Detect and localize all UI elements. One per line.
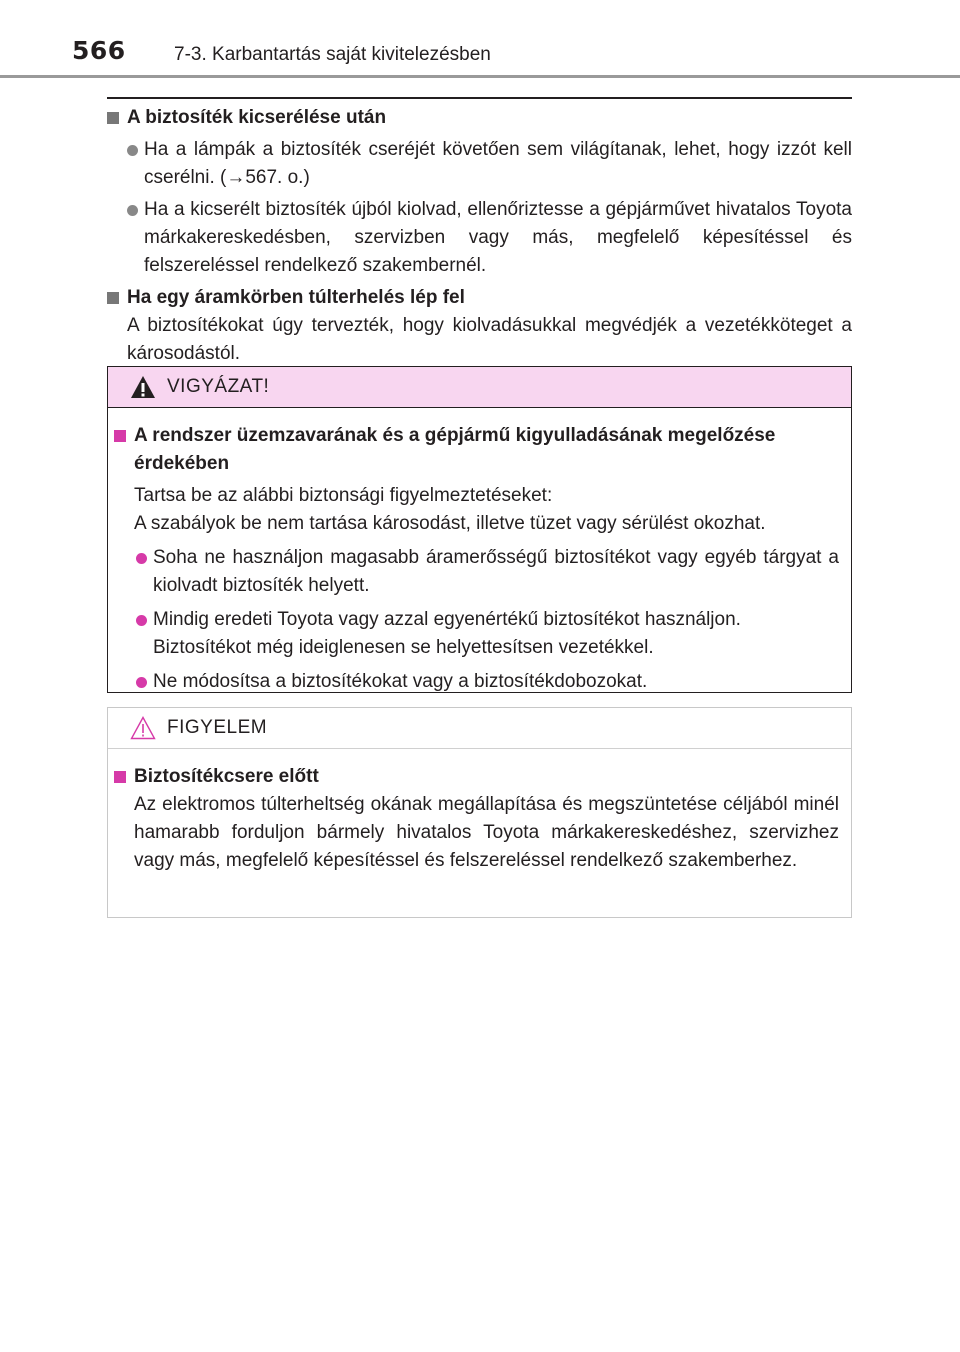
section-divider	[107, 97, 852, 99]
warning-heading	[114, 422, 839, 478]
square-bullet-icon	[107, 112, 119, 124]
page-header	[0, 0, 960, 80]
section-heading	[107, 284, 852, 312]
notice-header	[108, 708, 851, 749]
list-item-text: Mindig eredeti Toyota vagy azzal egyenértékű biztosítékot használjon. Biztosítékot még ideiglenesen se helyettesítsen vezetékkel.	[153, 609, 741, 658]
notice-box	[107, 707, 852, 918]
warning-text: Tartsa be az alábbi biztonsági figyelmeztetéseket:	[134, 485, 553, 506]
list-item-text: Ha a lámpák a biztosíték cseréjét követően sem világítanak, lehet, hogy izzót kell cserélni. (→567. o.)	[144, 139, 852, 188]
notice-body	[108, 749, 851, 875]
warning-box	[107, 366, 852, 693]
warning-title: A rendszer üzemzavarának és a gépjármű kigyulladásának megelőzése érdekében	[134, 425, 776, 474]
square-bullet-icon	[114, 771, 126, 783]
warning-triangle-icon	[130, 375, 156, 399]
page-number: 566	[72, 36, 126, 65]
list-item	[114, 544, 839, 600]
square-bullet-icon	[114, 430, 126, 442]
section-title: Ha egy áramkörben túlterhelés lép fel	[127, 287, 465, 308]
dot-bullet-icon	[136, 615, 147, 626]
notice-text: Az elektromos túlterheltség okának megállapítása és megszüntetése céljából minél hamarabb forduljon bármely hivatalos Toyota márkakereskedéshez, szervizhez vagy más, megfelelő képesítéssel és felszereléssel rendelkező szakemberhez.	[134, 794, 839, 871]
warning-label: VIGYÁZAT!	[167, 376, 270, 397]
header-divider	[0, 75, 960, 78]
caution-triangle-icon	[130, 716, 156, 740]
list-item-text: Ha a kicserélt biztosíték újból kiolvad, ellenőriztesse a gépjárművet hivatalos Toyota márkakereskedésben, szervizben vagy más, megfelelő képesítéssel és felszereléssel rendelkező szakembernél.	[144, 199, 852, 276]
section-text: A biztosítékokat úgy tervezték, hogy kiolvadásukkal megvédjék a vezetékköteget a károsodástól.	[127, 315, 852, 364]
main-content	[107, 104, 852, 368]
section-heading	[107, 104, 852, 132]
warning-body	[108, 408, 851, 696]
list-item-text: Ne módosítsa a biztosítékokat vagy a biztosítékdobozokat.	[153, 671, 648, 692]
list-item	[114, 606, 839, 662]
dot-bullet-icon	[127, 145, 138, 156]
list-item-text: Soha ne használjon magasabb áramerősségű biztosítékot vagy egyéb tárgyat a kiolvadt biztosíték helyett.	[153, 547, 839, 596]
chapter-title: 7-3. Karbantartás saját kivitelezésben	[174, 44, 491, 65]
dot-bullet-icon	[136, 553, 147, 564]
section-title: A biztosíték kicserélése után	[127, 107, 387, 128]
notice-heading	[114, 763, 839, 791]
square-bullet-icon	[107, 292, 119, 304]
list-item	[107, 136, 852, 192]
notice-label: FIGYELEM	[167, 717, 268, 738]
list-item	[114, 668, 839, 696]
dot-bullet-icon	[136, 677, 147, 688]
list-item	[107, 196, 852, 280]
notice-title: Biztosítékcsere előtt	[134, 766, 319, 787]
warning-text: A szabályok be nem tartása károsodást, illetve tüzet vagy sérülést okozhat.	[134, 513, 766, 534]
warning-header	[108, 367, 851, 408]
dot-bullet-icon	[127, 205, 138, 216]
